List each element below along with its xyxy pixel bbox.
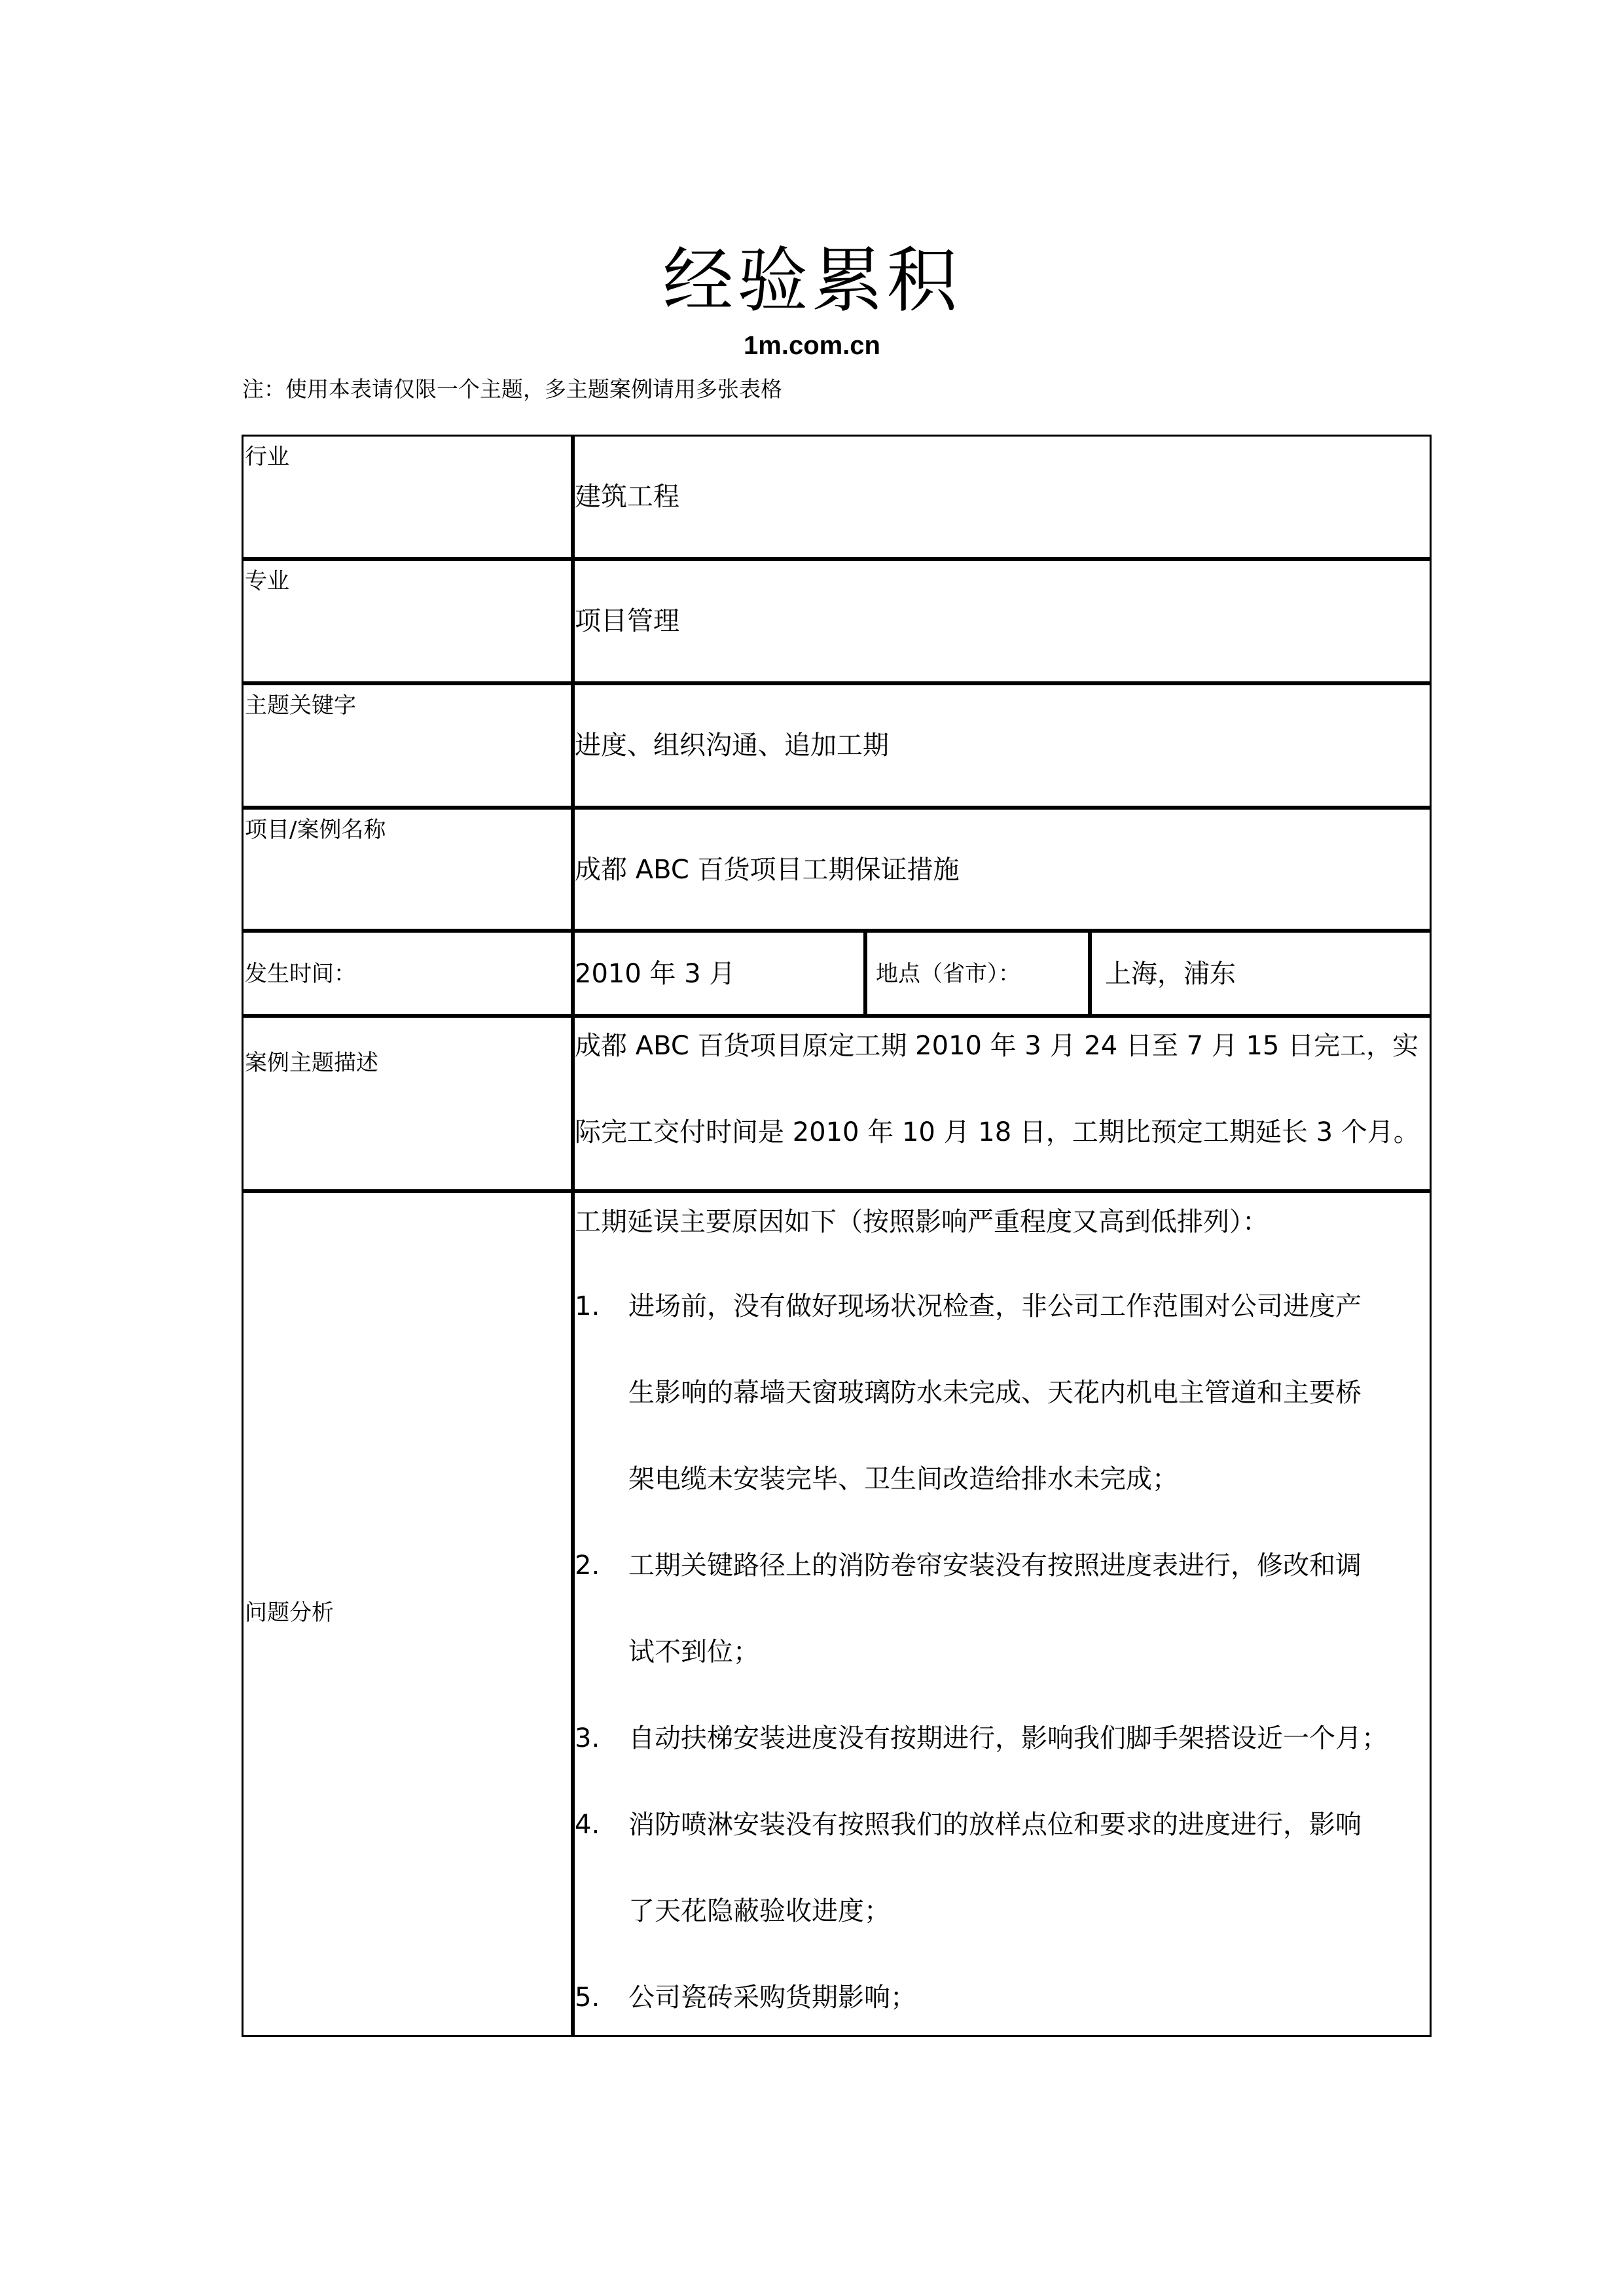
industry-value-cell <box>573 435 1432 559</box>
analysis-item-2-line-1: 工期关键路径上的消防卷帘安装没有按照进度表进行，修改和调 <box>628 1551 1362 1581</box>
page-title: 经验累积 <box>662 240 962 322</box>
experience-form-table <box>242 435 1432 2037</box>
case-name-label: 项目/案例名称 <box>245 817 386 843</box>
specialty-label: 专业 <box>245 568 289 594</box>
specialty-label-cell <box>242 559 573 683</box>
analysis-item-1-line-1: 进场前，没有做好现场状况检查，非公司工作范围对公司进度产 <box>628 1291 1362 1321</box>
industry-label-cell <box>242 435 573 559</box>
description-line-2: 际完工交付时间是 2010 年 10 月 18 日，工期比预定工期延长 3 个月。 <box>575 1117 1420 1147</box>
specialty-value: 项目管理 <box>575 606 679 636</box>
analysis-item-3-number: 3. <box>575 1723 600 1753</box>
case-name-value: 成都 ABC 百货项目工期保证措施 <box>575 855 960 885</box>
analysis-label: 问题分析 <box>245 1600 334 1626</box>
analysis-item-1-line-3: 架电缆未安装完毕、卫生间改造给排水未完成； <box>628 1464 1178 1494</box>
analysis-item-5-line-1: 公司瓷砖采购货期影响； <box>628 1982 916 2013</box>
analysis-intro: 工期延误主要原因如下（按照影响严重程度又高到低排列）： <box>575 1207 1269 1237</box>
analysis-item-1-line-2: 生影响的幕墙天窗玻璃防水未完成、天花内机电主管道和主要桥 <box>628 1378 1362 1408</box>
industry-label: 行业 <box>245 444 289 470</box>
analysis-item-3-line-1: 自动扶梯安装进度没有按期进行，影响我们脚手架搭设近一个月； <box>628 1723 1388 1753</box>
analysis-item-5-number: 5. <box>575 1982 600 2013</box>
analysis-item-2-line-2: 试不到位； <box>628 1637 759 1667</box>
time-label: 发生时间： <box>245 961 356 987</box>
industry-value: 建筑工程 <box>575 482 679 512</box>
time-value: 2010 年 3 月 <box>575 959 736 989</box>
keywords-label: 主题关键字 <box>245 692 356 719</box>
specialty-value-cell <box>573 559 1432 683</box>
analysis-item-4-number: 4. <box>575 1810 600 1840</box>
location-label: 地点（省市）： <box>876 961 1020 987</box>
description-line-1: 成都 ABC 百货项目原定工期 2010 年 3 月 24 日至 7 月 15 日完工，实 <box>575 1031 1419 1061</box>
keywords-value: 进度、组织沟通、追加工期 <box>575 730 889 761</box>
analysis-item-2-number: 2. <box>575 1551 600 1581</box>
analysis-item-4-line-2: 了天花隐蔽验收进度； <box>628 1896 890 1926</box>
location-value: 上海，浦东 <box>1105 959 1236 989</box>
website-subtitle: 1m.com.cn <box>744 331 880 360</box>
description-label-cell <box>242 1016 573 1191</box>
analysis-item-4-line-1: 消防喷淋安装没有按照我们的放样点位和要求的进度进行，影响 <box>628 1810 1362 1840</box>
analysis-item-1-number: 1. <box>575 1291 600 1321</box>
usage-note: 注：使用本表请仅限一个主题，多主题案例请用多张表格 <box>242 376 782 402</box>
description-label: 案例主题描述 <box>245 1050 378 1076</box>
